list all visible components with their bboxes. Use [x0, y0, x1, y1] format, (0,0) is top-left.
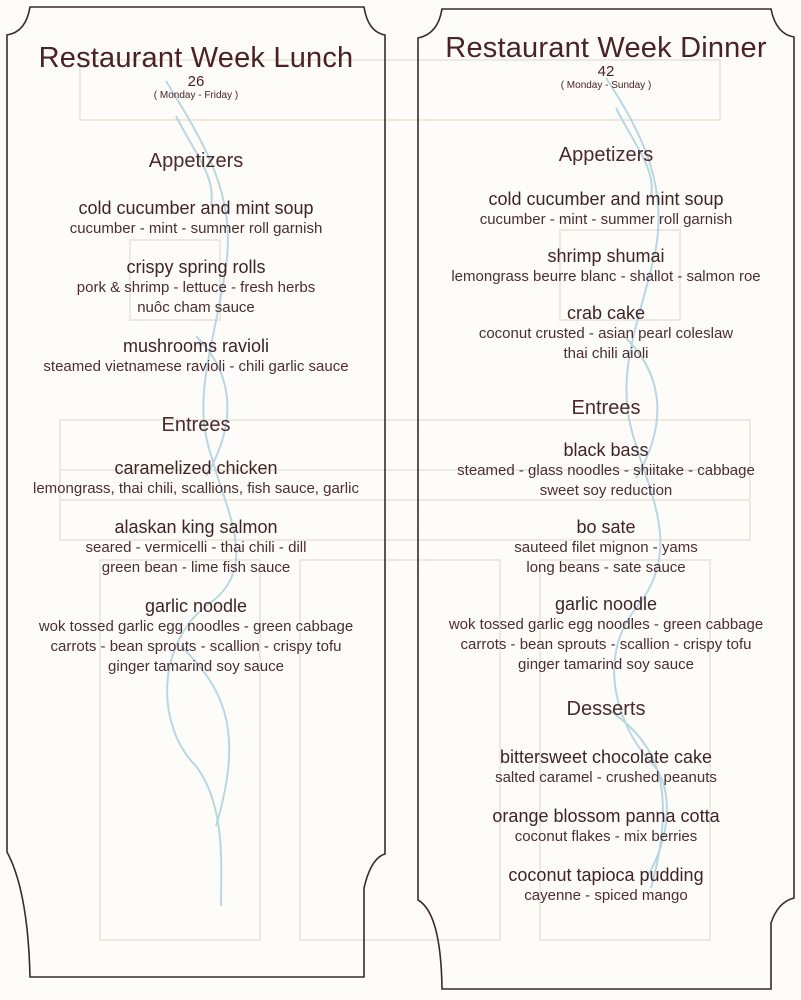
dish-description: coconut crusted - asian pearl coleslaw [478, 325, 734, 342]
dish-name: shrimp shumai [547, 246, 665, 266]
lunch-menu-panel [6, 6, 386, 978]
dish-name: garlic noodle [554, 594, 658, 614]
dish-description: green bean - lime fish sauce [101, 559, 291, 576]
dish-description: nuôc cham sauce [137, 299, 255, 316]
dish-name: orange blossom panna cotta [492, 806, 720, 826]
lunch-section-appetizers [6, 149, 386, 377]
lunch-price: 26 [187, 73, 205, 90]
dinner-section-desserts [416, 697, 796, 906]
menu-item [6, 336, 386, 377]
menu-item [6, 458, 386, 499]
dish-description: lemongrass, thai chili, scallions, fish sauce, garlic [33, 480, 359, 497]
dish-description: seared - vermicelli - thai chili - dill [85, 539, 307, 556]
dish-description: ginger tamarind soy sauce [108, 658, 284, 675]
dinner-days: ( Monday - Sunday ) [560, 80, 652, 91]
menu-item [6, 517, 386, 578]
section-heading: Entrees [161, 414, 231, 436]
menu-item [416, 517, 796, 578]
section-heading: Appetizers [558, 144, 654, 166]
lunch-sections [6, 149, 386, 703]
dish-description: ginger tamarind soy sauce [518, 656, 694, 673]
dish-name: alaskan king salmon [114, 517, 278, 537]
dish-name: bo sate [576, 517, 636, 537]
dish-description: steamed vietnamese ravioli - chili garlic sauce [43, 358, 349, 375]
dish-description: long beans - sate sauce [526, 559, 686, 576]
dish-description: sweet soy reduction [539, 482, 673, 499]
dish-name: garlic noodle [144, 596, 248, 616]
menu-item [416, 189, 796, 230]
menu-item [416, 440, 796, 501]
dish-name: caramelized chicken [114, 458, 278, 478]
dish-description: lemongrass beurre blanc - shallot - salmon roe [451, 268, 761, 285]
dish-description: cayenne - spiced mango [524, 887, 688, 904]
dish-description: coconut flakes - mix berries [514, 828, 698, 845]
lunch-title: Restaurant Week Lunch [38, 42, 354, 74]
dish-description: cucumber - mint - summer roll garnish [69, 220, 323, 237]
dish-name: cold cucumber and mint soup [488, 189, 724, 209]
dish-description: cucumber - mint - summer roll garnish [479, 211, 733, 228]
dinner-section-appetizers [416, 143, 796, 364]
dish-name: cold cucumber and mint soup [78, 198, 314, 218]
lunch-days: ( Monday - Friday ) [153, 90, 239, 101]
menu-item [416, 865, 796, 906]
dinner-menu-panel [416, 8, 796, 990]
menu-item [6, 257, 386, 318]
menu-item [416, 303, 796, 364]
section-heading: Entrees [571, 397, 641, 419]
dish-name: bittersweet chocolate cake [499, 747, 713, 767]
dinner-section-entrees [416, 396, 796, 675]
dish-description: wok tossed garlic egg noodles - green cabbage [38, 618, 354, 635]
dinner-title: Restaurant Week Dinner [445, 32, 767, 64]
menu-item [6, 596, 386, 677]
dish-name: black bass [563, 440, 649, 460]
dish-description: steamed - glass noodles - shiitake - cabbage [457, 462, 755, 479]
menu-item [416, 806, 796, 847]
dinner-sections [416, 143, 796, 932]
dish-description: pork & shrimp - lettuce - fresh herbs [76, 279, 316, 296]
dinner-price: 42 [597, 63, 615, 80]
dish-name: coconut tapioca pudding [508, 865, 704, 885]
dinner-header [416, 32, 796, 92]
section-heading: Appetizers [148, 150, 244, 172]
menu-item [416, 747, 796, 788]
lunch-section-entrees [6, 413, 386, 677]
dish-description: wok tossed garlic egg noodles - green cabbage [448, 616, 764, 633]
dish-name: crispy spring rolls [126, 257, 266, 277]
dish-description: salted caramel - crushed peanuts [495, 769, 717, 786]
dish-description: sauteed filet mignon - yams [514, 539, 698, 556]
dish-description: thai chili aioli [563, 345, 649, 362]
menu-item [416, 594, 796, 675]
section-heading: Desserts [566, 698, 646, 720]
menu-item [6, 198, 386, 239]
dish-description: carrots - bean sprouts - scallion - crispy tofu [50, 638, 342, 655]
dish-name: mushrooms ravioli [122, 336, 270, 356]
lunch-header [6, 42, 386, 102]
dish-description: carrots - bean sprouts - scallion - crispy tofu [460, 636, 752, 653]
dish-name: crab cake [566, 303, 646, 323]
menu-item [416, 246, 796, 287]
